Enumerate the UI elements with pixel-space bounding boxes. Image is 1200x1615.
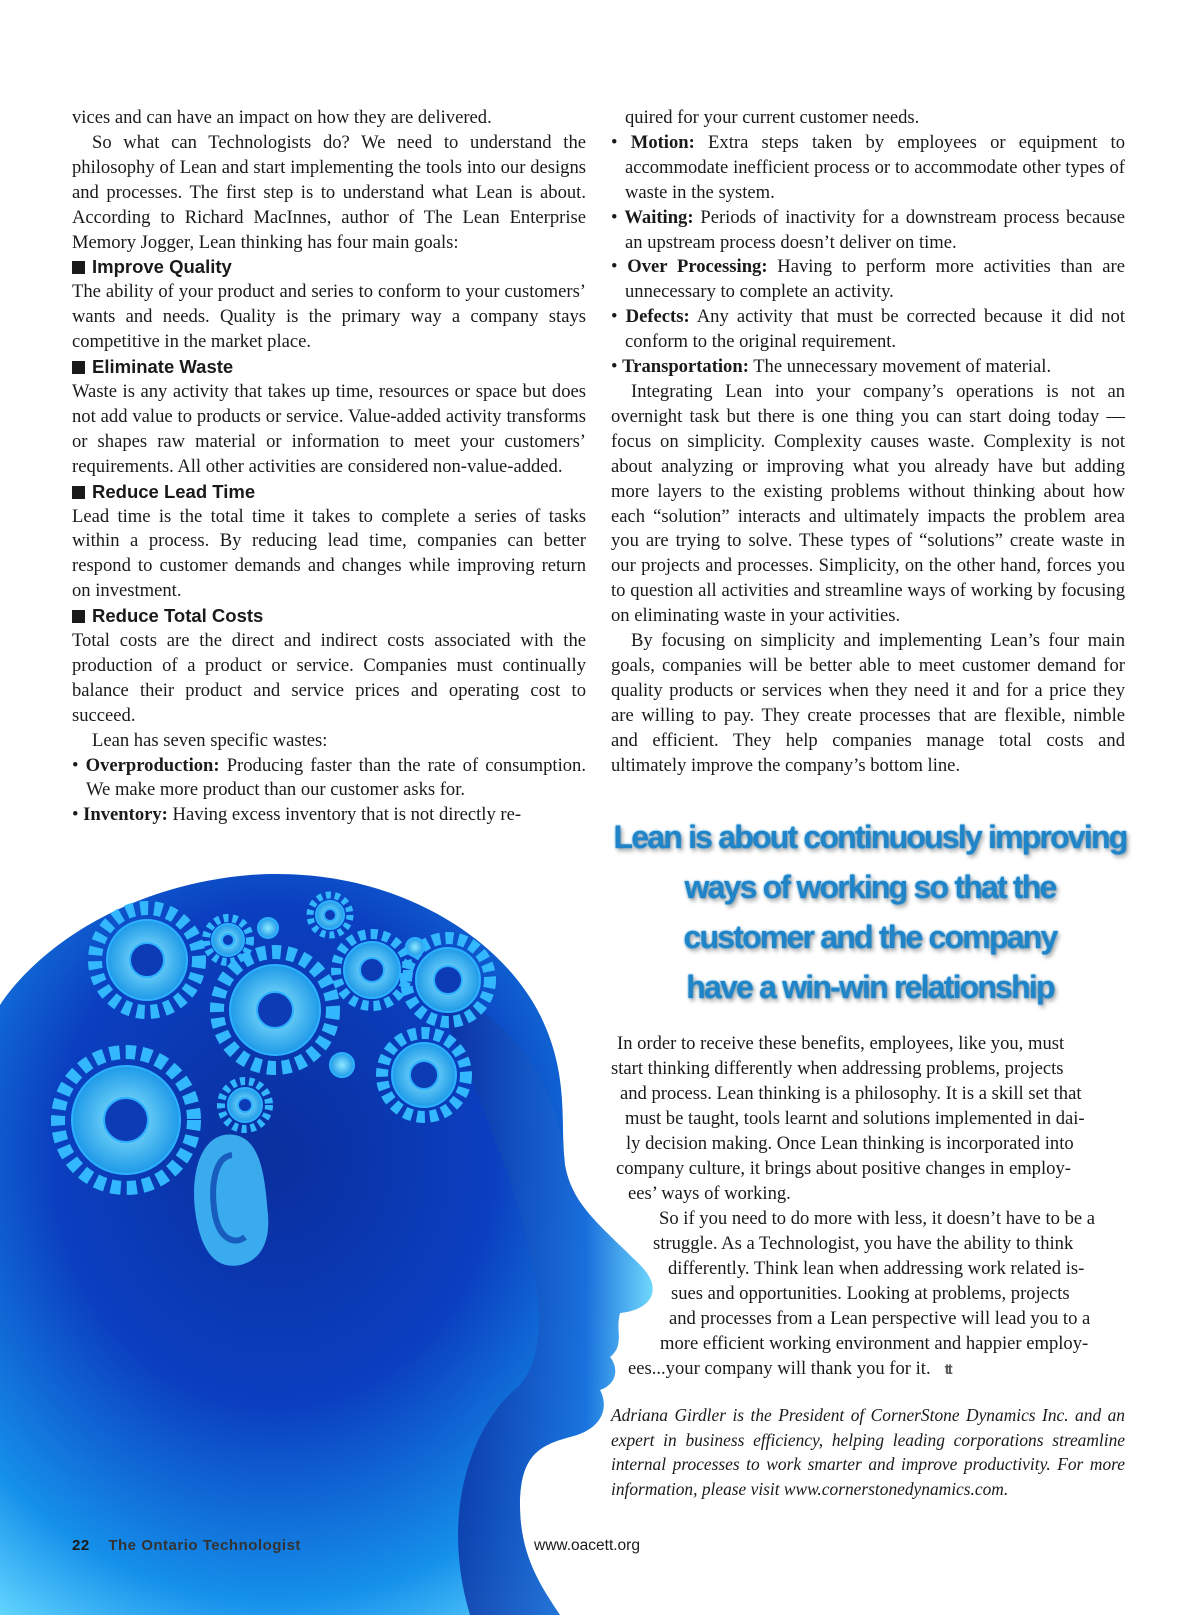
end-mark-icon: tt <box>944 1361 951 1378</box>
author-bio: Adriana Girdler is the President of CornerStone Dynamics Inc. and an expert in business efficiency, helping leading corporations streamline internal processes to work smarter and improve productivity. For more information, please visit www.cornerstonedynamics.com. <box>611 1405 1125 1499</box>
head-gears-illustration <box>0 865 680 1615</box>
square-bullet-icon <box>72 361 85 374</box>
paragraph: Waste is any activity that takes up time, resources or space but does not add value to products or service. Value-added activity transforms or shapes raw material or information to meet your customers’ requirements. All other activities are considered non-value-added. <box>72 380 586 477</box>
paragraph: Integrating Lean into your company’s operations is not an overnight task but there is one thing you can start doing today — focus on simplicity. Complexity causes waste. Complexity is not about analyzing or improving what you already have but adding more layers to the existing problems without thinking about how each “solution” interacts and ultimately impacts the problem area you are trying to solve. These types of “solutions” create waste in our projects and processes. Simplicity, on the other hand, forces you to question all activities and streamline ways of working by focusing on eliminating waste in your activities. <box>611 380 1125 627</box>
paragraph: Lean has seven specific wastes: <box>92 729 328 751</box>
wrap-line: and process. Lean thinking is a philosophy. It is a skill set that <box>620 1083 1082 1104</box>
list-item: • Motion: Extra steps taken by employees or equipment to accommodate inefficient process or to accommodate other types of waste in the system. <box>611 131 1126 203</box>
list-item: • Waiting: Periods of inactivity for a downstream process because an upstream process doesn’t deliver on time. <box>611 206 1125 253</box>
paragraph: quired for your current customer needs. <box>625 107 920 128</box>
right-column <box>611 106 1125 778</box>
list-item: • Defects: Any activity that must be corrected because it did not conform to the original requirement. <box>611 306 1125 353</box>
wrap-line: differently. Think lean when addressing work related is- <box>668 1258 1085 1279</box>
wrap-line: company culture, it brings about positive changes in employ- <box>616 1158 1071 1179</box>
square-bullet-icon <box>72 486 85 499</box>
wrap-line: ly decision making. Once Lean thinking is incorporated into <box>626 1133 1074 1154</box>
goal-heading: Eliminate Waste <box>72 355 586 380</box>
paragraph: The ability of your product and series to conform to your customers’ wants and needs. Quality is the primary way a company stays competitive in the market place. <box>72 281 586 353</box>
goal-heading: Improve Quality <box>72 255 586 280</box>
wrap-line: In order to receive these benefits, employees, like you, must <box>617 1033 1065 1054</box>
magazine-name: The Ontario Technologist <box>108 1537 301 1554</box>
wrap-line: and processes from a Lean perspective will lead you to a <box>669 1308 1091 1329</box>
list-item: • Inventory: Having excess inventory that is not directly re- <box>72 804 522 826</box>
wrap-line: ees’ ways of working. <box>628 1183 791 1204</box>
pull-quote: Lean is about continuously improving ways of working so that the customer and the company have a win-win relationship <box>613 819 1127 1005</box>
square-bullet-icon <box>72 261 85 274</box>
paragraph: vices and can have an impact on how they are delivered. <box>72 107 492 128</box>
wrap-line: struggle. As a Technologist, you have the ability to think <box>653 1233 1074 1254</box>
square-bullet-icon <box>72 610 85 623</box>
left-column <box>72 106 586 828</box>
wrap-line: more efficient working environment and happier employ- <box>660 1333 1089 1354</box>
page-number: 22 <box>72 1537 90 1554</box>
paragraph: By focusing on simplicity and implementing Lean’s four main goals, companies will be better able to meet customer demand for quality products or services when they need it and for a price they are willing to pay. They create processes that are flexible, nimble and efficient. They help companies manage total costs and ultimately improve the company’s bottom line. <box>611 630 1125 776</box>
paragraph: Total costs are the direct and indirect costs associated with the production of a product or service. Companies must continually balance their product and service prices and operating cost to succeed. <box>72 630 586 726</box>
list-item: • Transportation: The unnecessary movement of material. <box>611 356 1052 378</box>
goal-heading: Reduce Lead Time <box>72 480 586 505</box>
wrap-line: So if you need to do more with less, it doesn’t have to be a <box>659 1208 1096 1229</box>
wrap-line: sues and opportunities. Looking at problems, projects <box>671 1283 1070 1304</box>
footer-url: www.oacett.org <box>534 1537 640 1554</box>
wrap-line: ees...your company will thank you for it. tt <box>628 1358 951 1379</box>
paragraph: Lead time is the total time it takes to complete a series of tasks within a process. By reducing lead time, companies can better respond to customer demands and changes while improving return on investment. <box>72 505 586 602</box>
footer-left <box>72 1537 301 1554</box>
paragraph: So what can Technologists do? We need to understand the philosophy of Lean and start implementing the tools into our designs and processes. The first step is to understand what Lean is about. According to Richard MacInnes, author of The Lean Enterprise Memory Jogger, Lean thinking has four main goals: <box>72 131 586 253</box>
wrap-line: start thinking differently when addressing problems, projects <box>611 1058 1064 1079</box>
wrap-line: must be taught, tools learnt and solutions implemented in dai- <box>625 1108 1085 1129</box>
list-item: • Overproduction: Producing faster than the rate of consumption. We make more product than our customer asks for. <box>72 754 586 801</box>
goal-heading: Reduce Total Costs <box>72 604 586 629</box>
list-item: • Over Processing: Having to perform more activities than are unnecessary to complete an activity. <box>611 256 1125 303</box>
